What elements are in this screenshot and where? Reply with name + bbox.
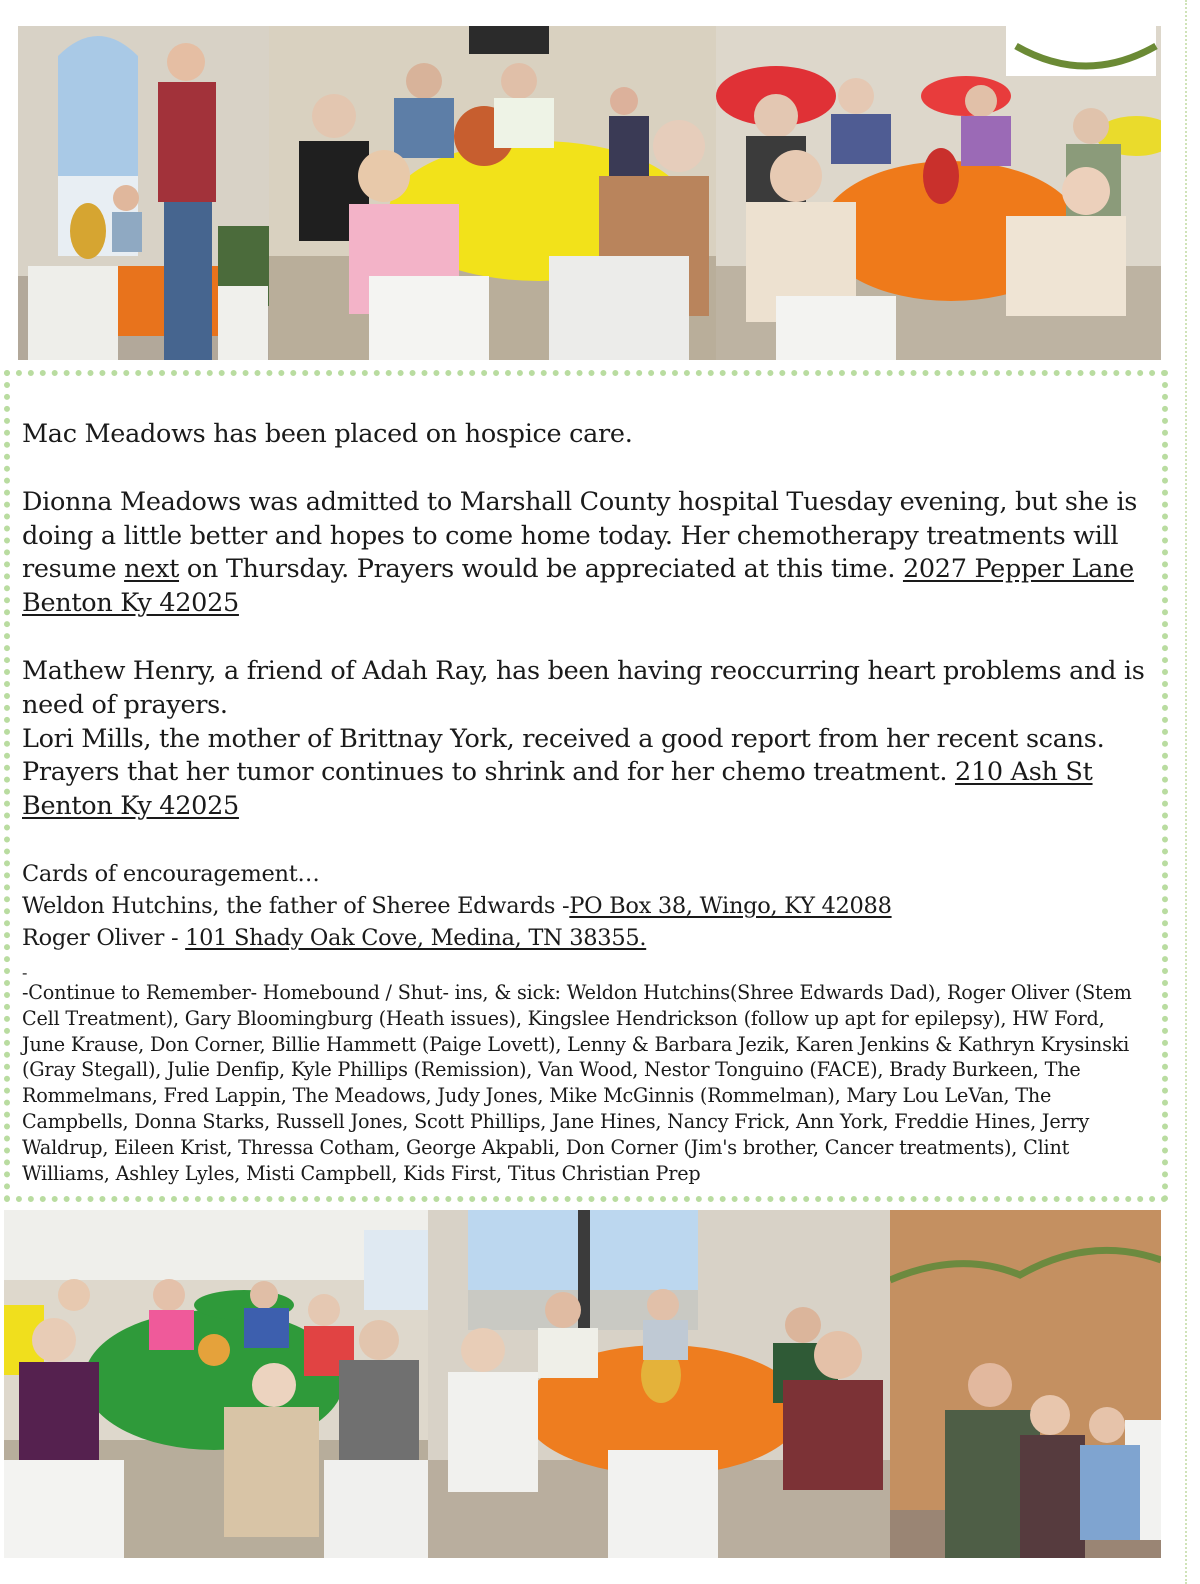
- address-ash-st: 210 Ash St Benton Ky 42025: [22, 757, 1093, 822]
- announcement-lori: [22, 723, 1152, 824]
- remember-list: [22, 963, 1152, 1186]
- photo-orange-table: [716, 26, 1161, 360]
- announcement-dionna-text-2: on Thursday. Prayers would be appreciated at this time.: [179, 554, 903, 585]
- photo-green-table: [4, 1210, 428, 1558]
- address-wingo: PO Box 38, Wingo, KY 42088: [569, 892, 892, 919]
- announcement-dionna-text: Dionna Meadows was admitted to Marshall County hospital Tuesday evening, but she is doing a little better and hopes to come home today. Her chemotherapy treatments will resume: [22, 486, 1138, 585]
- announcement-dionna: [22, 486, 1152, 621]
- underlined-next: next: [124, 554, 180, 585]
- bulletin-content: [22, 418, 1152, 954]
- announcement-lori-text: Lori Mills, the mother of Brittnay York, received a good report from her recent scans. Prayers that her tumor continues to shrink and for her chemo treatment.: [22, 723, 1105, 788]
- card-roger: [22, 922, 1152, 954]
- remember-text: -Continue to Remember- Homebound / Shut- ins, & sick: Weldon Hutchins(Shree Edwards Dad), Roger Oliver (Stem Cell Treatment), Gary Bloomingburg (Heath issues), Kingslee Hendrickson (follow up apt for epilepsy), HW Ford, June Krause, Don Corner, Billie Hammett (Paige Lovett), Lenny & Barbara Jezik, Karen Jenkins & Kathryn Krysinski (Gray Stegall), Julie Denfip, Kyle Phillips (Remission), Van Wood, Nestor Tonguino (FACE), Brady Burkeen, The Rommelmans, Fred Lappin, The Meadows, Judy Jones, Mike McGinnis (Rommelman), Mary Lou LeVan, The Campbells, Donna Starks, Russell Jones, Scott Phillips, Jane Hines, Nancy Frick, Ann York, Freddie Hines, Jerry Waldrup, Eileen Krist, Thressa Cotham, George Akpabli, Don Corner (Jim's brother, Cancer treatments), Clint Williams, Ashley Lyles, Misti Campbell, Kids First, Titus Christian Prep: [22, 981, 1132, 1185]
- announcement-hospice: Mac Meadows has been placed on hospice care.: [22, 419, 633, 449]
- address-pepper-lane: 2027 Pepper Lane Benton Ky 42025: [22, 554, 1134, 619]
- card-roger-text: Roger Oliver -: [22, 924, 186, 951]
- announcement-mathew: Mathew Henry, a friend of Adah Ray, has been having reoccurring heart problems and is need of prayers.: [22, 655, 1145, 720]
- address-medina: 101 Shady Oak Cove, Medina, TN 38355.: [185, 924, 647, 951]
- page-border-right: [1185, 0, 1187, 1584]
- photo-orange-table-men: [428, 1210, 890, 1558]
- photo-yellow-table: [269, 26, 716, 360]
- remember-dash: -: [22, 963, 28, 982]
- card-weldon-text: Weldon Hutchins, the father of Sheree Edwards -: [22, 892, 570, 919]
- cards-section: [22, 858, 1152, 954]
- card-weldon: [22, 890, 1152, 922]
- photo-man-standing: [18, 26, 269, 360]
- photo-family-backdrop: [890, 1210, 1161, 1558]
- cards-heading: Cards of encouragement…: [22, 860, 320, 887]
